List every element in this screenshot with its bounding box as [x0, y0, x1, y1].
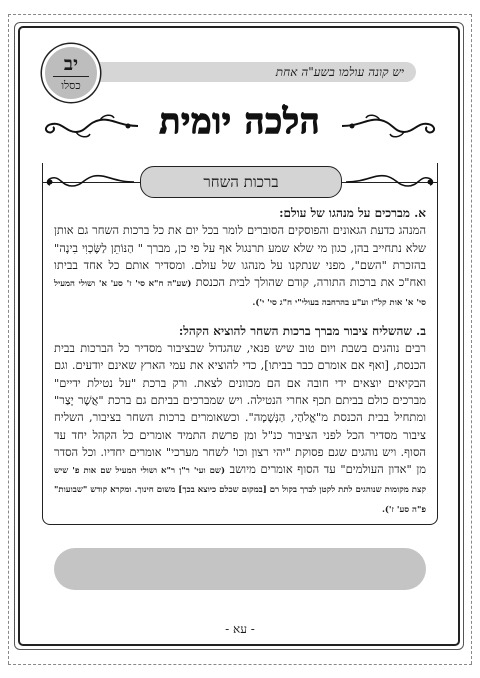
- date-badge: [42, 44, 100, 102]
- header-top-line: יש קונה עולמו בשע"ה אחת: [275, 65, 404, 79]
- page-title: הלכה יומית: [159, 102, 321, 142]
- bottom-banner: [54, 548, 426, 590]
- paragraph-2-source: (שם ועי' ר"ן ר"א ושולי המעיל שם אות פ' שיש קצת מקומות שנוהגים לתת לקטן לברך בקול רם [במקום שכלם כיוצא בכך] משום חינוך. ומקרא קודש "שבועות" פ"ה סע' ז').: [54, 466, 426, 515]
- paragraph-gap: [54, 313, 426, 323]
- paragraph-1-source: (שע"ה ח"א סי' ז' סע' א' ושולי המעיל סי' א' אות קל"ז וע"ע בהרחבה בעולי"י ח"ג סי' י').: [54, 279, 426, 309]
- flourish-right-icon: [340, 114, 440, 138]
- tab-flourish-left-icon: [44, 170, 134, 190]
- tab-flourish-right-icon: [346, 170, 436, 190]
- paragraph-1-body: המנהג כדעת הגאונים והפוסקים הסוברים לומר בכל יום את כל ברכות השחר גם אותן שלא נתחייב בהן, כגון מי שלא שמע תרנגול אף על פי כן, מברך " הַנּוֹתֵן לַשֶּׂכְוִי בִינָה" בהזכרת "השם", מפני שנתקנו על מנהגו של עולם. ומסדיר אותם כל אחד בביתו ואח"כ את ברכות התורה, קודם שהולך לבית הכנסת: [54, 223, 427, 290]
- paragraph-2-heading: ב. שהשליח ציבור מברך ברכות השחר להוציא הקהל:: [178, 323, 426, 338]
- article-body: [54, 205, 426, 519]
- date-month: כסלו: [53, 76, 89, 93]
- cut-line-left: [8, 14, 9, 664]
- date-day-letter: יב: [63, 53, 79, 75]
- page-number: - עא -: [225, 622, 255, 636]
- flourish-left-icon: [40, 114, 140, 138]
- header-bar: [96, 62, 416, 82]
- paragraph-2-body: רבים נוהגים בשבת ויום טוב שיש פנאי, שהגדול שבציבור מסדיר כל הברכות בבית הכנסת, [ואף אם אומרם כבר בביתו], כדי להוציא את עמי הארץ שאינם יודעים. וגם הבקיאים יוצאים ידי חובה אם הם מכוונים לצאת. ורק ברכת "על נטילת ידיים" מברכים כולם בביתם תכף אחרי הנטילה. ויש שמברכים בביתם גם ברכת "אֲשֶׁר יָצַר" ומתחיל בבית הכנסת מ"אֱלֹהַי, הַנְּשָׁמָה". וכשאומרים ברכות השחר בציבור, השליח ציבור מסדיר הכל לפני הציבור כנ"ל ומן פרשת התמיד אומרים כל הקהל יחד עד הסוף. ויש נוהגים שגם פסוקת "יהי רצון וכו' לשחר מערכי" אומרים יחדיו. וכל הסדר מן "אדון העולמים" עד הסוף אומרים מיושב: [54, 341, 427, 477]
- section-title: ברכות השחר: [203, 173, 279, 191]
- cut-line-top: [8, 14, 472, 15]
- cut-line-right: [471, 14, 472, 664]
- title-row: [40, 100, 440, 152]
- section-title-tab: [140, 166, 342, 198]
- paragraph-2-text: [54, 340, 426, 519]
- cut-line-bottom: [8, 664, 472, 665]
- paragraph-1-text: [54, 222, 426, 312]
- paragraph-1-heading: א. מברכים על מנהגו של עולם:: [279, 206, 426, 220]
